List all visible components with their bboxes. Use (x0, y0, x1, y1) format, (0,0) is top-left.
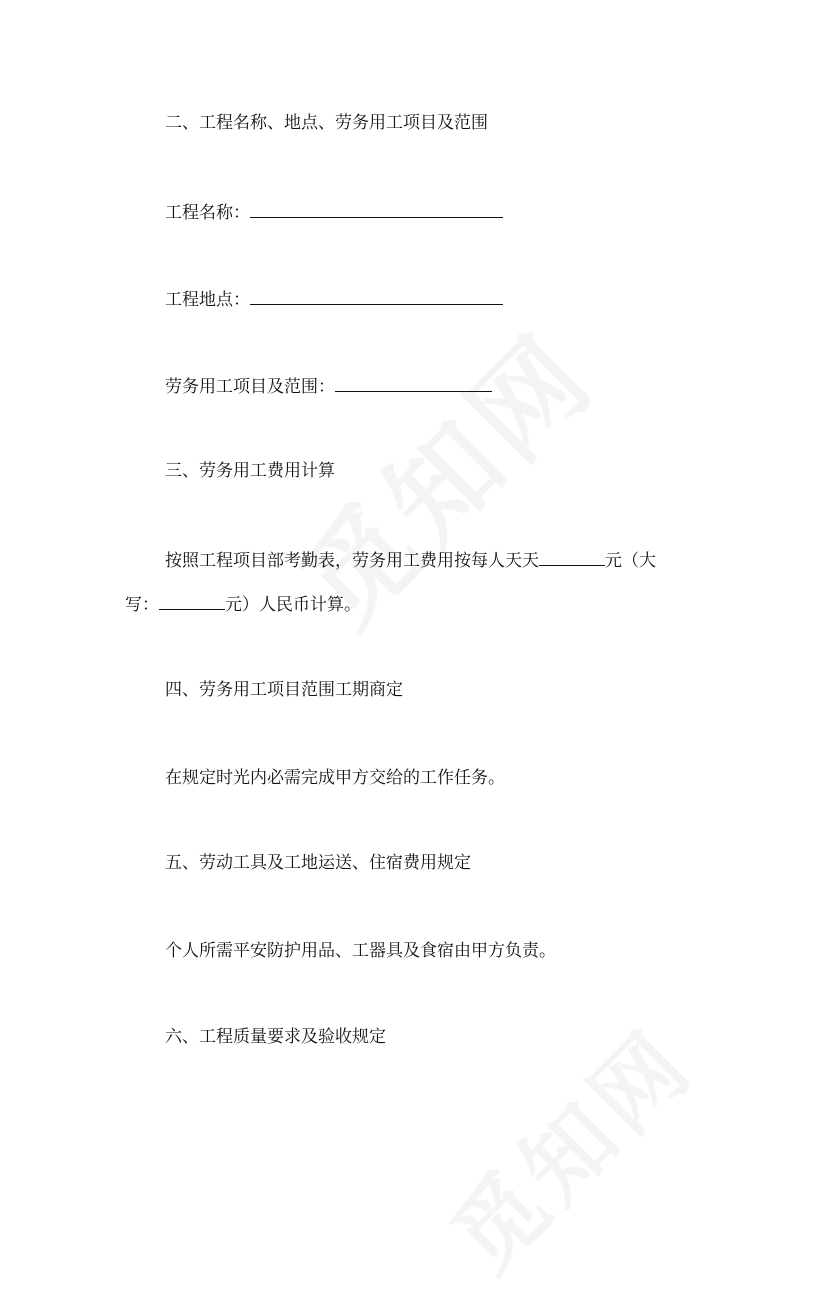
labor-scope-blank[interactable] (335, 373, 492, 392)
project-location-row (165, 286, 503, 312)
project-location-blank[interactable] (250, 286, 503, 305)
section-5-body: 个人所需平安防护用品、工器具及食宿由甲方负责。 (165, 941, 556, 961)
watermark-bottom (417, 995, 717, 1295)
fee-text-1: 按照工程项目部考勤表，劳务用工费用按每人天天 (165, 551, 539, 571)
fee-text-4: 元）人民币计算。 (225, 595, 361, 615)
project-name-label: 工程名称： (165, 203, 250, 223)
project-location-label: 工程地点： (165, 290, 250, 310)
section-5-heading: 五、劳动工具及工地运送、住宿费用规定 (165, 853, 471, 873)
fee-paragraph-line-2 (125, 591, 361, 617)
section-2-heading: 二、工程名称、地点、劳务用工项目及范围 (165, 113, 488, 133)
section-4-heading: 四、劳务用工项目范围工期商定 (165, 680, 403, 700)
fee-text-2: 元（大 (605, 551, 656, 571)
section-6-heading: 六、工程质量要求及验收规定 (165, 1027, 386, 1047)
project-name-blank[interactable] (250, 199, 503, 218)
labor-scope-label: 劳务用工项目及范围： (165, 377, 335, 397)
section-4-body: 在规定时光内必需完成甲方交给的工作任务。 (165, 768, 505, 788)
project-name-row (165, 199, 503, 225)
fee-paragraph-line-1 (165, 547, 656, 573)
fee-text-3: 写： (125, 595, 159, 615)
capital-amount-blank[interactable] (159, 591, 225, 610)
labor-scope-row (165, 373, 492, 399)
daily-rate-blank[interactable] (539, 547, 605, 566)
section-3-heading: 三、劳务用工费用计算 (165, 461, 335, 481)
